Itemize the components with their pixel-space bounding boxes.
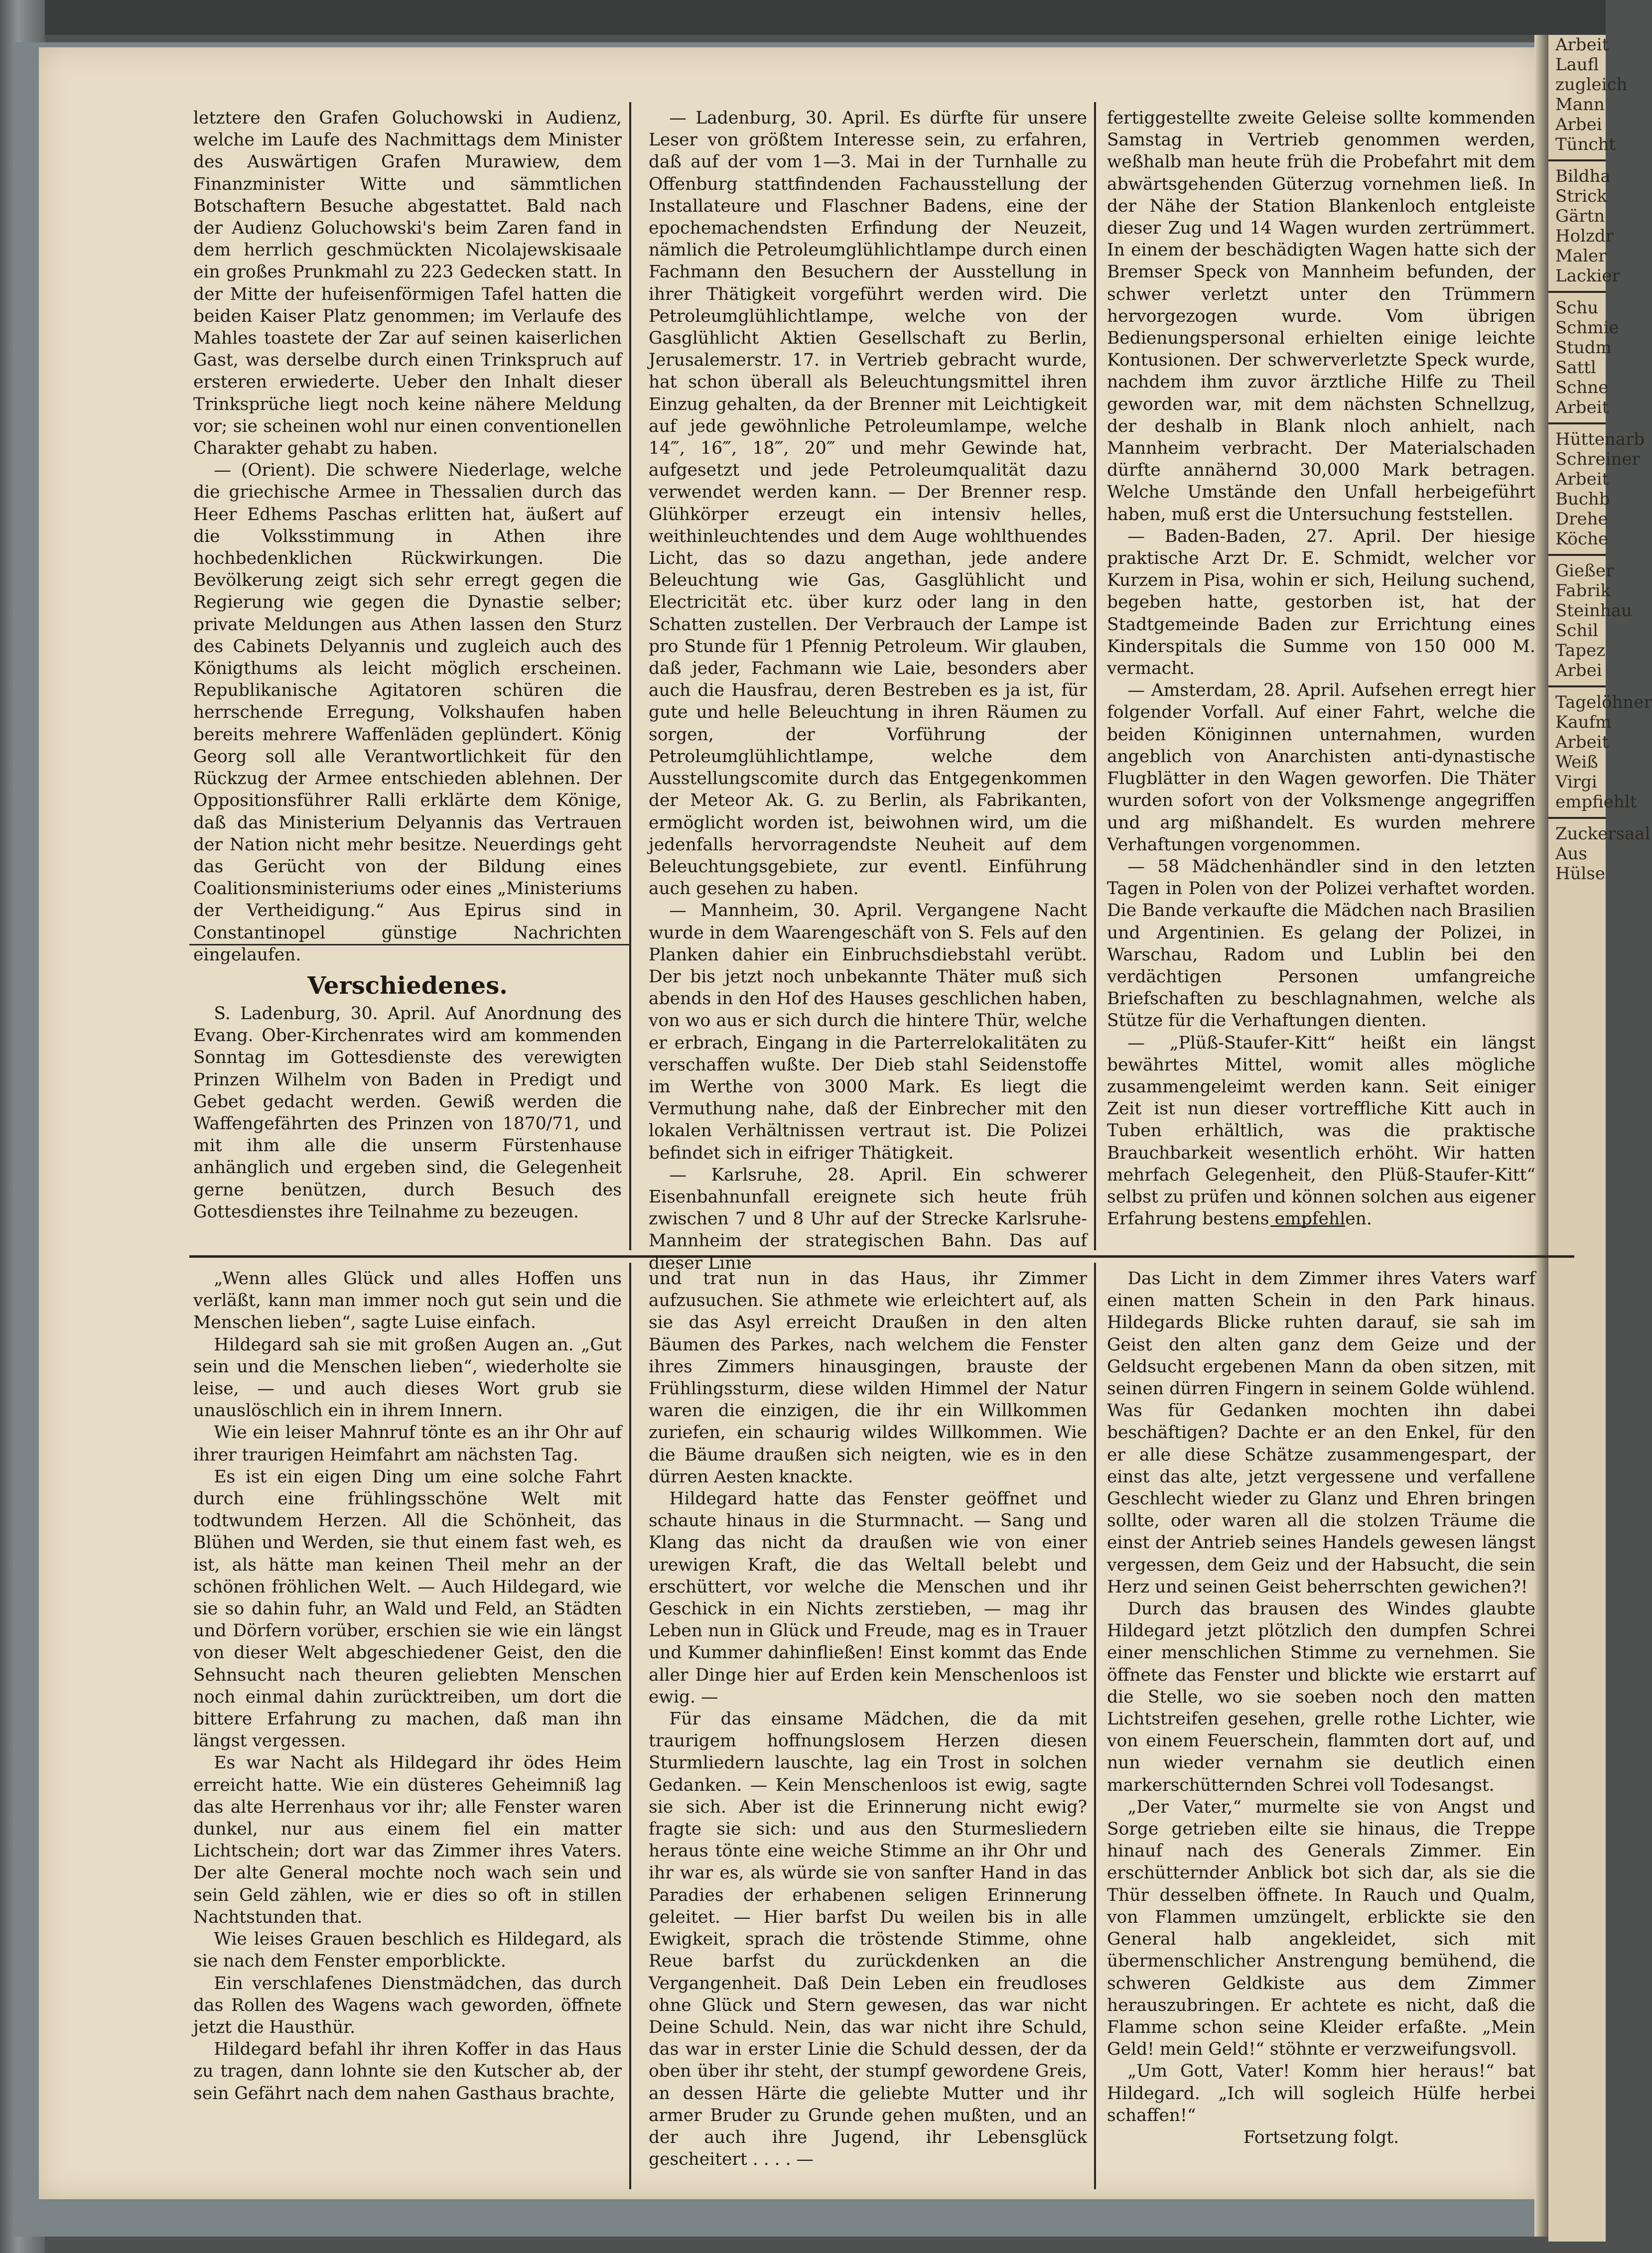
- news-column-middle: [649, 107, 1087, 1273]
- facing-page-text: Schmie: [1555, 318, 1619, 338]
- facing-page-rule: [1548, 554, 1606, 556]
- facing-page-text: Arbeit: [1555, 732, 1609, 752]
- facing-page-text: Strick: [1555, 186, 1607, 206]
- facing-page-text: Arbei: [1555, 661, 1602, 680]
- article-paragraph: „Wenn alles Glück und alles Hoffen uns verläßt, kann man immer noch gut sein und die Menschen lieben“, sagte Luise einfach.: [193, 1269, 622, 1333]
- scan-background-top: [0, 0, 1606, 35]
- facing-page-text: Bildha: [1555, 166, 1611, 186]
- article-paragraph: Das Licht in dem Zimmer ihres Vaters warf einen matten Schein in den Park hinaus. Hildegards Blicke ruhten darauf, sie sah im Geist den alten ganz dem Geize und der Geldsucht ergebenen Mann da oben sitzen, mit seinen dürren Fingern in seinem Golde wühlend. Was für Gedanken mochten ihn dabei beschäftigen? Dachte er an den Enkel, für den er alle diese Schätze zusammengespart, der einst das alte, jetzt vergessene und verfallene Geschlecht wieder zu Glanz und Ehren bringen sollte, oder waren all die stolzen Träume die einst der Antrieb seines Handels gewesen längst vergessen, dem Geiz und der Habsucht, die sein Herz und seinen Geist beherrschten gewichen?!: [1107, 1269, 1535, 1597]
- facing-page-text: Fabrik: [1555, 581, 1611, 601]
- article-paragraph: Durch das brausen des Windes glaubte Hildegard jetzt plötzlich den dumpfen Schrei einer menschlichen Stimme zu vernehmen. Sie öffnete das Fenster und blickte wie erstarrt auf die Stelle, wo sie soeben noch den matten Lichtstreifen gesehen, grelle rothe Lichter, wie von einem Feuerschein, flammten dort auf, und nun wieder vernahm sie deutlich einen markerschütternden Schrei voll Todesangst.: [1107, 1599, 1535, 1795]
- facing-page-text: Hüttenarb: [1555, 429, 1645, 449]
- facing-page-text: Schu: [1555, 298, 1599, 318]
- article-paragraph: und trat nun in das Haus, ihr Zimmer aufzusuchen. Sie athmete wie erleichtert auf, als sie das Asyl erreicht Draußen in den alten Bäumen des Parkes, nach welchem die Fenster ihres Zimmers hinausgingen, brauste der Frühlingssturm, diese wilden Himmel der Natur waren die einzigen, die ihr ein Willkommen zuriefen, ein schaurig wildes Willkommen. Wie die Bäume draußen sich neigten, wie es in den dürren Aesten knackte.: [649, 1269, 1087, 1487]
- article-paragraph: — Amsterdam, 28. April. Aufsehen erregt hier folgender Vorfall. Auf einer Fahrt, welche die beiden Königinnen unternahmen, wurden angeblich von Anarchisten anti-dynastische Flugblätter in den Wagen geworfen. Die Thäter wurden sofort von der Volksmenge angegriffen und arg mißhandelt. Es wurden mehrere Verhaftungen vorgenommen.: [1107, 680, 1535, 855]
- article-paragraph: Es ist ein eigen Ding um eine solche Fahrt durch eine frühlingsschöne Welt mit todtwundem Herzen. All die Schönheit, das Blühen und Werden, sie thut einem fast weh, es ist, als hätte man keinen Theil mehr an der schönen fröhlichen Welt. — Auch Hildegard, wie sie so dahin fuhr, an Wald und Feld, an Städten und Dörfern vorüber, erschien sie wie ein längst von dieser Welt abgeschiedener Geist, den die Sehnsucht nach theuren geliebten Menschen noch einmal dahin zurücktreiben, um dort die bittere Erfahrung zu machen, daß man ihn längst vergessen.: [193, 1466, 622, 1751]
- facing-page-text: Aus: [1555, 844, 1587, 864]
- feuilleton-column-middle: [649, 1268, 1087, 2194]
- facing-page-text: Schreiner: [1555, 449, 1640, 469]
- article-paragraph: — 58 Mädchenhändler sind in den letzten Tagen in Polen von der Polizei verhaftet worden. Die Bande verkaufte die Mädchen nach Brasilien und Argentinien. Es gelang der Polizei, in Warschau, Radom und Lublin bei den verdächtigen Personen umfangreiche Briefschaften zu beschlagnahmen, welche als Stütze für die Verhaftungen dienten.: [1107, 856, 1535, 1031]
- facing-page-text: Tagelöhner: [1555, 692, 1652, 712]
- article-paragraph: — Ladenburg, 30. April. Es dürfte für unsere Leser von größtem Interesse sein, zu erfahren, daß auf der vom 1—3. Mai in der Turnhalle zu Offenburg stattfindenden Fachausstellung der Installateure und Flaschner Badens, eine der epochemachendsten Erfindung der Neuzeit, nämlich die Petroleumglühlichtlampe durch einen Fachmann den Besuchern der Ausstellung in ihrer Thätigkeit vorgeführt werden wird. Die Petroleumglühlichtlampe, welche von der Gasglühlicht Aktien Gesellschaft zu Berlin, Jerusalemerstr. 17. in Vertrieb gebracht wurde, hat schon überall als Beleuchtungsmittel ihren Einzug gehalten, da der Brenner mit Leichtigkeit auf jede gewöhnliche Petroleumlampe, welche 14‴, 16‴, 18‴, 20‴ und mehr Gewinde hat, aufgesetzt und jede Petroleumqualität dazu verwendet werden kann. — Der Brenner resp. Glühkörper erzeugt ein intensiv helles, weithinleuchtendes und dem Auge wohlthuendes Licht, das so dazu angethan, jede andere Beleuchtung wie Gas, Gasglühlicht und Electricität etc. über kurz oder lang in den Schatten zustellen. Der Verbrauch der Lampe ist pro Stunde für 1 Pfennig Petroleum. Wir glauben, daß jeder, Fachmann wie Laie, besonders aber auch die Hausfrau, deren Bestreben es ja ist, für gute und helle Beleuchtung in ihren Räumen zu sorgen, der Vorführung der Petroleumglühlichtlampe, welche dem Ausstellungscomite durch das Entgegenkommen der Meteor Ak. G. zu Berlin, als Fabrikanten, ermöglicht worden ist, beiwohnen wird, um die jedenfalls hervorragendste Neuheit auf dem Beleuchtungsgebiete, zur eventl. Einführung auch gesehen zu haben.: [649, 108, 1087, 899]
- facing-page-rule: [1548, 422, 1606, 424]
- facing-page-text: Laufl: [1555, 55, 1599, 75]
- facing-page-text: Virgi: [1555, 772, 1597, 792]
- facing-page-text: Buchb: [1555, 489, 1610, 509]
- facing-page-text: Gießer: [1555, 561, 1614, 581]
- facing-page-text: Holzdr: [1555, 226, 1614, 246]
- facing-page-text: zugleich: [1555, 75, 1628, 95]
- page-gutter: [1534, 35, 1549, 2237]
- article-paragraph: letztere den Grafen Goluchowski in Audienz, welche im Laufe des Nachmittags dem Minister des Auswärtigen Grafen Murawiew, dem Finanzminister Witte und sämmtlichen Botschaftern Besuche abgestattet. Bald nach der Audienz Goluchowski's beim Zaren fand in dem herrlich geschmückten Nicolajewskisaale ein großes Prunkmahl zu 223 Gedecken statt. In der Mitte der hufeisenförmigen Tafel hatten die beiden Kaiser Platz genommen; im Verlaufe des Mahles toastete der Zar auf seinen kaiserlichen Gast, was derselbe durch einen Trinkspruch auf ersteren erwiederte. Ueber den Inhalt dieser Trinksprüche liegt noch keine nähere Meldung vor; sie scheinen wohl nur einen conventionellen Charakter gehabt zu haben.: [193, 108, 622, 459]
- article-paragraph: — Mannheim, 30. April. Vergangene Nacht wurde in dem Waarengeschäft von S. Fels auf den Planken dahier ein Einbruchsdiebstahl verübt. Der bis jetzt noch unbekannte Thäter muß sich abends in den Hof des Hauses geschlichen haben, von wo aus er sich durch die hintere Thür, welche er erbrach, Eingang in die Parterrelokalitäten zu verschaffen wußte. Der Dieb stahl Seidenstoffe im Werthe von 3000 Mark. Es liegt die Vermuthung nahe, daß der Einbrecher mit den lokalen Verhältnissen vertraut ist. Die Polizei befindet sich in eifriger Thätigkeit.: [649, 901, 1087, 1163]
- facing-page-text: Arbei: [1555, 115, 1602, 134]
- facing-page-text: Zuckersaal: [1555, 824, 1651, 844]
- article-paragraph: fertiggestellte zweite Geleise sollte kommenden Samstag in Vertrieb genommen werden, weßhalb man heute früh die Probefahrt mit dem abwärtsgehenden Güterzug vornehmen ließ. In der Nähe der Station Blankenloch entgleiste dieser Zug und 14 Wagen wurden zertrümmert. In einem der beschädigten Wagen hatte sich der Bremser Speck von Mannheim befunden, der schwer verletzt unter den Trümmern hervorgezogen wurde. Vom übrigen Bedienungspersonal erhielten einige leichte Kontusionen. Der schwerverletzte Speck wurde, nachdem ihm zuvor ärztliche Hilfe zu Theil geworden war, mit dem nächsten Schnellzug, der deshalb in Blank nloch anhielt, nach Mannheim verbracht. Der Materialschaden dürfte annähernd 30,000 Mark betragen. Welche Umstände den Unfall herbeigeführt haben, muß erst die Untersuchung feststellen.: [1107, 108, 1535, 525]
- facing-page-text: Maler: [1555, 246, 1607, 266]
- news-column-right: [1107, 107, 1535, 1229]
- section-heading: Verschiedenes.: [307, 971, 508, 1000]
- article-paragraph: — (Orient). Die schwere Niederlage, welche die griechische Armee in Thessalien durch das Heer Edhems Paschas erlitten hat, äußert auf die Volksstimmung in Athen ihre hochbedenklichen Rückwirkungen. Die Bevölkerung zeigt sich sehr erregt gegen die Regierung wie gegen die Dynastie selber; private Meldungen aus Athen lassen den Sturz des Cabinets Delyannis und zugleich auch des Königthums als leicht möglich erscheinen. Republikanische Agitatoren schüren die herrschende Erregung, Volkshaufen haben bereits mehrere Waffenläden geplündert. König Georg soll alle Verantwortlichkeit für den Rückzug der Armee entschieden ablehnen. Der Oppositionsführer Ralli erklärte dem Könige, daß das Ministerium Delyannis das Vertrauen der Nation nicht mehr besitze. Neuerdings geht das Gerücht von der Bildung eines Coalitionsministeriums oder eines „Ministeriums der Vertheidigung.“ Aus Epirus sind in Constantinopel günstige Nachrichten eingelaufen.: [193, 460, 622, 965]
- news-column-left: [193, 107, 622, 1250]
- article-paragraph: — Karlsruhe, 28. April. Ein schwerer Eisenbahnunfall ereignete sich heute früh zwischen 7 und 8 Uhr auf der Strecke Karlsruhe-Mannheim der strategischen Bahn. Das auf dieser Linie: [649, 1165, 1087, 1273]
- facing-page-text: Steinhau: [1555, 601, 1632, 621]
- facing-page-text: Hülse: [1555, 864, 1605, 884]
- facing-page-text: Sattl: [1555, 358, 1596, 378]
- article-paragraph: — „Plüß-Staufer-Kitt“ heißt ein längst bewährtes Mittel, womit alles mögliche zusammengeleimt werden kann. Seit einiger Zeit ist nun dieser vortreffliche Kitt auch in Tuben erhältlich, was die praktische Brauchbarkeit wesentlich erhöht. Wir hatten mehrfach Gelegenheit, den Plüß-Staufer-Kitt“ selbst zu prüfen und können solchen aus eigener Erfahrung bestens empfehlen.: [1107, 1033, 1535, 1229]
- article-paragraph: Fortsetzung folgt.: [1243, 2127, 1399, 2147]
- facing-page-rule: [1548, 685, 1606, 687]
- article-paragraph: Hildegard sah sie mit großen Augen an. „Gut sein und die Menschen lieben“, wiederholte sie leise, — und auch dieses Wort grub sie unauslöschlich ein in ihrem Innern.: [193, 1334, 622, 1421]
- column-rule: [1094, 1263, 1096, 2189]
- facing-page-text: Schil: [1555, 621, 1598, 641]
- facing-page-text: empfiehlt: [1555, 792, 1637, 812]
- facing-page-text: Drehe: [1555, 509, 1608, 529]
- facing-page-rule: [1548, 291, 1606, 293]
- column-rule: [1094, 102, 1096, 1250]
- feuilleton-column-right: [1107, 1268, 1535, 2194]
- facing-page-rule: [1548, 159, 1606, 161]
- feuilleton-column-left: [193, 1268, 622, 2194]
- facing-page-text: Arbeit: [1555, 398, 1609, 417]
- column-rule: [629, 1263, 631, 2189]
- article-paragraph: Wie leises Grauen beschlich es Hildegard, als sie nach dem Fenster emporblickte.: [193, 1929, 622, 1972]
- article-paragraph: Für das einsame Mädchen, die da mit traurigem hoffnungslosem Herzen diesen Sturmliedern lauschte, lag ein Trost in solchen Gedanken. — Kein Menschenloos ist ewig, sagte sie sich. Aber ist die Erinnerung nicht ewig? fragte sie sich: und aus den Sturmesliedern heraus tönte eine weiche Stimme an ihr Ohr und ihr war es, als würde sie von sanfter Hand in das Paradies der erhabenen seligen Erinnerung geleitet. — Hier barfst Du weilen bis in alle Ewigkeit, sprach die tröstende Stimme, ohne Reue barfst du zurückdenken an die Vergangenheit. Daß Dein Leben ein freudloses ohne Glück und Stern gewesen, das war nicht Deine Schuld. Nein, das war nicht ihre Schuld, das war in erster Linie die Schuld dessen, der da oben über ihr steht, der stumpf gewordene Greis, an dessen Härte die geliebte Mutter und ihr armer Bruder zu Grunde gehen mußten, und an der auch ihre Jugend, ihr Lebensglück gescheitert . . . . —: [649, 1709, 1087, 2170]
- article-paragraph: S. Ladenburg, 30. April. Auf Anordnung des Evang. Ober-Kirchenrates wird am kommenden Sonntag im Gottesdienste des verewigten Prinzen Wilhelm von Baden in Predigt und Gebet gedacht werden. Gewiß werden die Waffengefährten des Prinzen von 1870/71, und mit ihm alle die unserm Fürstenhause anhänglich und ergeben sind, die Gelegenheit gerne benützen, durch Besuch des Gottesdienstes ihre Teilnahme zu bezeugen.: [193, 1003, 622, 1222]
- article-paragraph: Hildegard befahl ihr ihren Koffer in das Haus zu tragen, dann lohnte sie den Kutscher ab, der sein Gefährt nach dem nahen Gasthaus brachte,: [193, 2039, 622, 2104]
- article-paragraph: Ein verschlafenes Dienstmädchen, das durch das Rollen des Wagens wach geworden, öffnete jetzt die Hausthür.: [193, 1973, 622, 2037]
- facing-page-text: Kaufm: [1555, 712, 1612, 732]
- facing-page-text: Tapez: [1555, 641, 1606, 661]
- article-paragraph: „Um Gott, Vater! Komm hier heraus!“ bat Hildegard. „Ich will sogleich Hülfe herbei schaffen!“: [1107, 2061, 1535, 2125]
- facing-page-text: Weiß: [1555, 752, 1598, 772]
- facing-page-fragment: [1548, 35, 1652, 2242]
- column-rule: [629, 102, 631, 1250]
- facing-page-text: Lackier: [1555, 266, 1620, 286]
- article-paragraph: Es war Nacht als Hildegard ihr ödes Heim erreicht hatte. Wie ein düsteres Geheimniß lag das alte Herrenhaus vor ihr; alle Fenster waren dunkel, nur aus einem fiel ein matter Lichtschein; dort war das Zimmer ihres Vaters. Der alte General mochte noch wach sein und sein Geld zählen, wie er dies so oft in stillen Nachtstunden that.: [193, 1753, 622, 1927]
- facing-page-text: Arbeit: [1555, 469, 1609, 489]
- facing-page-text: Studm: [1555, 338, 1612, 358]
- facing-page-rule: [1548, 817, 1606, 819]
- facing-page-text: Arbeit: [1555, 35, 1609, 55]
- facing-page-text: Gärtn: [1555, 206, 1605, 226]
- article-paragraph: Hildegard hatte das Fenster geöffnet und schaute hinaus in die Sturmnacht. — Sang und Klang das nicht da draußen wie von einer urewigen Kraft, die das Weltall belebt und erschüttert, vor welche die Menschen und ihr Geschick in ein Nichts zerstieben, — mag ihr Leben nun in Glück und Freude, mag es in Trauer und Kummer dahinfließen! Einst kommt das Ende aller Dinge hier auf Erden kein Menschenloos ist ewig. —: [649, 1489, 1087, 1707]
- article-paragraph: „Der Vater,“ murmelte sie von Angst und Sorge getrieben eilte sie hinaus, die Treppe hinauf nach des Generals Zimmer. Ein erschütternder Anblick bot sich dar, als sie die Thür desselben öffnete. In Rauch und Qualm, von Flammen umzüngelt, erblickte sie den General halb angekleidet, sich mit übermenschlicher Anstrengung bemühend, die schweren Geldkiste aus dem Zimmer herauszubringen. Er achtete es nicht, daß die Flamme schon seine Kleider erfaßte. „Mein Geld! mein Geld!“ stöhnte er verzweifungsvoll.: [1107, 1797, 1535, 2060]
- facing-page-text: Mann: [1555, 95, 1605, 115]
- article-paragraph: Wie ein leiser Mahnruf tönte es an ihr Ohr auf ihrer traurigen Heimfahrt am nächsten Tag.: [193, 1423, 622, 1465]
- article-paragraph: — Baden-Baden, 27. April. Der hiesige praktische Arzt Dr. E. Schmidt, welcher vor Kurzem in Pisa, wohin er sich, Heilung suchend, begeben hatte, gestorben ist, hat der Stadtgemeinde Baden zur Errichtung eines Kinderspitals die Summe von 150 000 M. vermacht.: [1107, 526, 1535, 679]
- facing-page-text: Schne: [1555, 378, 1609, 398]
- facing-page-text: Tüncht: [1555, 134, 1616, 154]
- facing-page-text: Köche: [1555, 529, 1609, 549]
